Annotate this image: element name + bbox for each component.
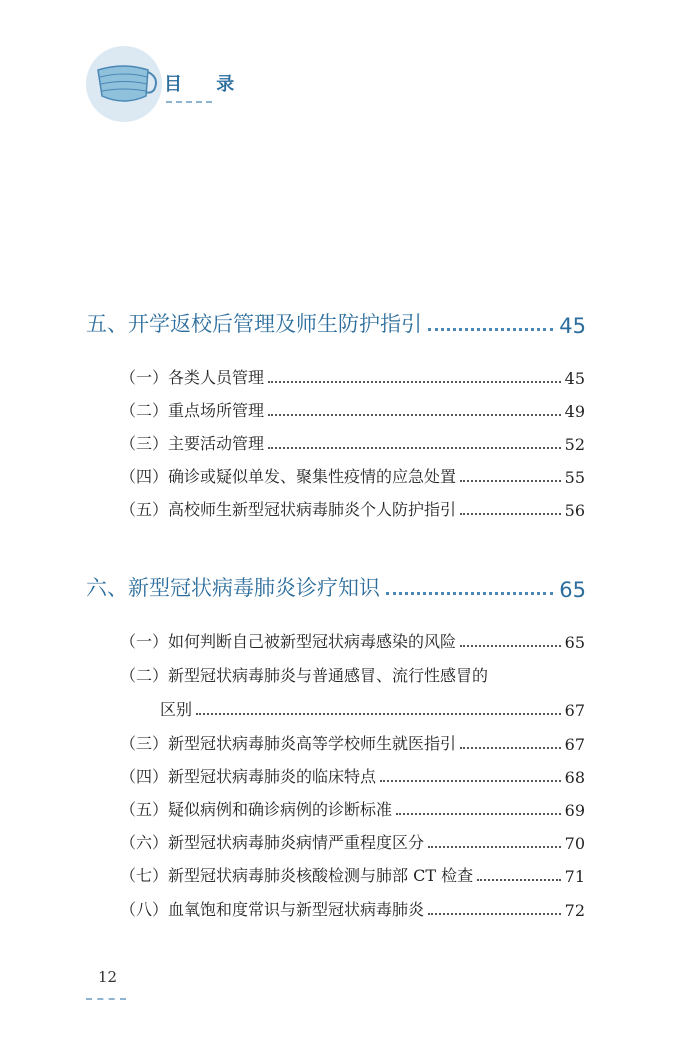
entry-page: 56 xyxy=(564,501,585,520)
toc-entry[interactable] xyxy=(120,660,585,686)
entry-page: 67 xyxy=(564,701,585,720)
toc-entry[interactable] xyxy=(120,794,585,820)
entry-label: （五）高校师生新型冠状病毒肺炎个人防护指引 xyxy=(120,500,457,519)
entry-label: （六）新型冠状病毒肺炎病情严重程度区分 xyxy=(120,833,425,852)
toc-entry[interactable] xyxy=(120,761,585,787)
toc-entry[interactable] xyxy=(120,395,585,421)
leader-dots xyxy=(268,414,561,416)
entry-page: 45 xyxy=(564,369,585,388)
leader-dots xyxy=(477,879,561,881)
footer-divider xyxy=(86,998,126,1000)
toc-header xyxy=(84,44,284,124)
entry-label: （二）重点场所管理 xyxy=(120,401,265,420)
entry-label: （五）疑似病例和确诊病例的诊断标准 xyxy=(120,800,393,819)
entry-page: 52 xyxy=(564,435,585,454)
entry-label-continuation: 区别 xyxy=(160,700,193,719)
entry-label: （三）新型冠状病毒肺炎高等学校师生就医指引 xyxy=(120,734,457,753)
entry-label: （八）血氧饱和度常识与新型冠状病毒肺炎 xyxy=(120,900,425,919)
toc-entry[interactable] xyxy=(120,894,585,920)
toc-entry[interactable] xyxy=(120,461,585,487)
chapter-label: 六、新型冠状病毒肺炎诊疗知识 xyxy=(86,576,380,600)
chapter-label: 五、开学返校后管理及师生防护指引 xyxy=(86,312,422,336)
toc-entry[interactable] xyxy=(120,362,585,388)
leader-dots xyxy=(428,846,561,848)
leader-dots xyxy=(428,913,561,915)
leader-dots xyxy=(460,747,561,749)
entry-label: （一）如何判断自己被新型冠状病毒感染的风险 xyxy=(120,632,457,651)
toc-entry[interactable] xyxy=(120,626,585,652)
entry-page: 55 xyxy=(564,468,585,487)
toc-entry[interactable] xyxy=(120,428,585,454)
leader-dots xyxy=(196,713,561,715)
leader-dots xyxy=(380,780,561,782)
toc-entry-continuation[interactable] xyxy=(160,694,585,720)
toc-entry[interactable] xyxy=(120,827,585,853)
entry-page: 49 xyxy=(564,402,585,421)
toc-entry[interactable] xyxy=(120,494,585,520)
leader-dots xyxy=(396,813,561,815)
entry-page: 70 xyxy=(564,834,585,853)
entry-page: 69 xyxy=(564,801,585,820)
chapter-page: 65 xyxy=(559,578,586,602)
leader-dots xyxy=(460,645,561,647)
toc-entry[interactable] xyxy=(120,728,585,754)
leader-dots xyxy=(460,513,561,515)
entry-label: （三）主要活动管理 xyxy=(120,434,265,453)
entry-label: （二）新型冠状病毒肺炎与普通感冒、流行性感冒的 xyxy=(120,666,489,685)
leader-dots xyxy=(386,592,553,595)
entry-page: 65 xyxy=(564,633,585,652)
leader-dots xyxy=(460,480,561,482)
chapter-5-row[interactable] xyxy=(86,302,586,338)
entry-page: 72 xyxy=(564,901,585,920)
entry-label: （四）新型冠状病毒肺炎的临床特点 xyxy=(120,767,377,786)
entry-label: （一）各类人员管理 xyxy=(120,368,265,387)
title-divider xyxy=(166,101,212,103)
face-mask-icon xyxy=(84,44,164,124)
entry-page: 71 xyxy=(564,867,585,886)
page-number: 12 xyxy=(98,968,118,986)
leader-dots xyxy=(268,381,561,383)
toc-entry[interactable] xyxy=(120,860,585,886)
leader-dots xyxy=(428,328,553,331)
leader-dots xyxy=(268,447,561,449)
entry-label: （七）新型冠状病毒肺炎核酸检测与肺部 CT 检查 xyxy=(120,866,474,885)
entry-label: （四）确诊或疑似单发、聚集性疫情的应急处置 xyxy=(120,467,457,486)
chapter-6-row[interactable] xyxy=(86,566,586,602)
entry-page: 68 xyxy=(564,768,585,787)
entry-page: 67 xyxy=(564,735,585,754)
chapter-page: 45 xyxy=(559,314,586,338)
page-title: 目 录 xyxy=(164,74,249,95)
